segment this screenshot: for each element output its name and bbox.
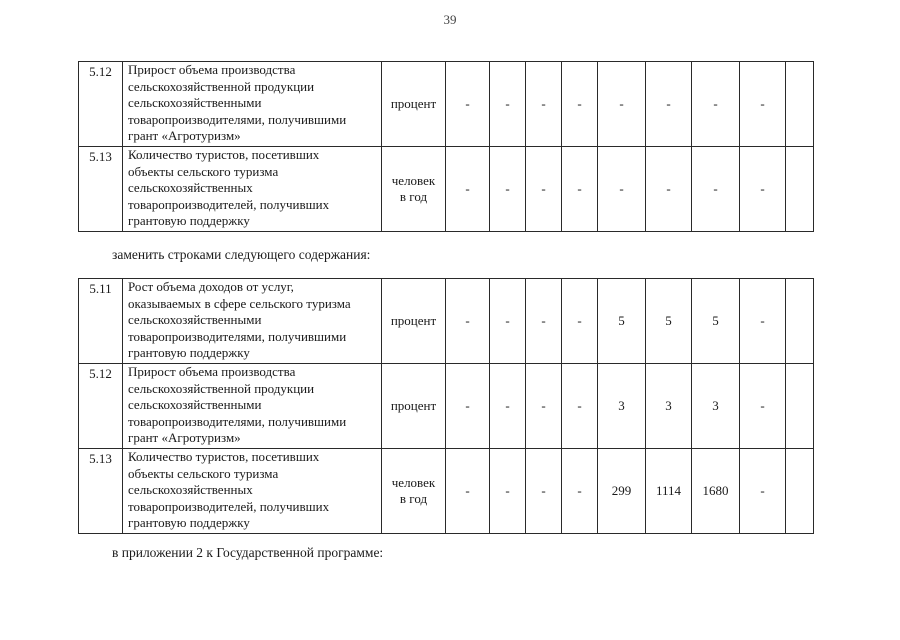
indicator-name-line: Количество туристов, посетивших (128, 147, 320, 162)
value-cell: - (490, 364, 526, 449)
unit-line: процент (390, 96, 437, 111)
value-cell: - (562, 279, 598, 364)
value-cell: 3 (598, 364, 646, 449)
unit-cell (382, 364, 446, 449)
indicator-name-cell (123, 449, 382, 534)
value-cell: - (446, 449, 490, 534)
value-cell: - (562, 62, 598, 147)
indicator-name-line: грантовую поддержку (128, 213, 250, 228)
value-cell: - (740, 449, 786, 534)
indicator-name-line: сельскохозяйственных (128, 482, 253, 497)
value-cell: - (526, 147, 562, 232)
unit-line: процент (390, 313, 437, 328)
value-cell: - (562, 449, 598, 534)
value-cell: - (562, 147, 598, 232)
unit-line: в год (399, 491, 428, 506)
indicator-name-line: товаропроизводителями, получившими (128, 111, 347, 127)
row-number-cell: 5.11 (79, 279, 123, 364)
unit-line: человек (391, 173, 436, 188)
value-cell: - (646, 147, 692, 232)
indicator-name-line: оказываемых в сфере сельского туризма (128, 295, 351, 311)
value-cell: - (740, 364, 786, 449)
value-cell: - (526, 279, 562, 364)
indicator-name-line: грантовую поддержку (128, 515, 250, 530)
value-cell: - (740, 279, 786, 364)
page-number: 39 (443, 12, 457, 27)
indicator-name-cell (123, 62, 382, 147)
row-number-cell: 5.13 (79, 147, 123, 232)
indicator-name-line: объекты сельского туризма (128, 163, 279, 179)
value-cell: - (526, 62, 562, 147)
value-cell: - (598, 62, 646, 147)
value-cell (786, 279, 814, 364)
indicator-name-line: Прирост объема производства (128, 364, 296, 379)
unit-line: в год (399, 189, 428, 204)
replace-instruction-text: заменить строками следующего содержания: (112, 247, 371, 262)
table-row (79, 449, 814, 534)
value-cell: 3 (646, 364, 692, 449)
indicator-name-line: сельскохозяйственными (128, 312, 262, 327)
indicator-name-line: грант «Агротуризм» (128, 128, 241, 143)
value-cell: - (526, 364, 562, 449)
value-cell: 1114 (646, 449, 692, 534)
indicator-name-line: сельскохозяйственной продукции (128, 78, 315, 94)
indicator-name-line: сельскохозяйственными (128, 95, 262, 110)
value-cell: - (490, 449, 526, 534)
table-row (79, 364, 814, 449)
indicator-name-line: сельскохозяйственных (128, 180, 253, 195)
indicator-name-line: сельскохозяйственной продукции (128, 380, 315, 396)
row-number-cell: 5.12 (79, 62, 123, 147)
value-cell: 5 (692, 279, 740, 364)
value-cell: - (598, 147, 646, 232)
table-row (79, 279, 814, 364)
value-cell: - (740, 62, 786, 147)
value-cell: - (490, 147, 526, 232)
indicator-name-line: объекты сельского туризма (128, 465, 279, 481)
unit-line: процент (390, 398, 437, 413)
indicator-name-line: товаропроизводителей, получивших (128, 196, 330, 212)
value-cell: - (562, 364, 598, 449)
value-cell: 1680 (692, 449, 740, 534)
indicator-name-line: сельскохозяйственными (128, 397, 262, 412)
value-cell (786, 147, 814, 232)
indicator-name-cell (123, 364, 382, 449)
indicator-name-line: Рост объема доходов от услуг, (128, 279, 294, 294)
appendix-instruction-text: в приложении 2 к Государственной программе: (112, 545, 384, 560)
value-cell: - (446, 62, 490, 147)
indicator-name-cell (123, 147, 382, 232)
value-cell: 5 (646, 279, 692, 364)
indicator-name-line: грантовую поддержку (128, 345, 250, 360)
indicator-name-line: товаропроизводителями, получившими (128, 328, 347, 344)
value-cell: - (692, 147, 740, 232)
value-cell (786, 449, 814, 534)
indicator-name-cell (123, 279, 382, 364)
value-cell: - (490, 62, 526, 147)
indicator-table-after (78, 278, 814, 534)
row-number-cell: 5.12 (79, 364, 123, 449)
value-cell: 3 (692, 364, 740, 449)
table-body (79, 62, 814, 232)
value-cell: - (446, 279, 490, 364)
value-cell: - (490, 279, 526, 364)
value-cell: - (692, 62, 740, 147)
value-cell: - (526, 449, 562, 534)
unit-cell (382, 449, 446, 534)
value-cell: - (646, 62, 692, 147)
table-body (79, 279, 814, 534)
indicator-name-line: Прирост объема производства (128, 62, 296, 77)
unit-cell (382, 279, 446, 364)
value-cell (786, 62, 814, 147)
value-cell (786, 364, 814, 449)
indicator-name-line: Количество туристов, посетивших (128, 449, 320, 464)
unit-line: человек (391, 475, 436, 490)
indicator-name-line: грант «Агротуризм» (128, 430, 241, 445)
row-number-cell: 5.13 (79, 449, 123, 534)
value-cell: - (446, 147, 490, 232)
indicator-name-line: товаропроизводителями, получившими (128, 413, 347, 429)
value-cell: 299 (598, 449, 646, 534)
indicator-name-line: товаропроизводителей, получивших (128, 498, 330, 514)
value-cell: - (740, 147, 786, 232)
table-row (79, 147, 814, 232)
value-cell: 5 (598, 279, 646, 364)
unit-cell (382, 147, 446, 232)
unit-cell (382, 62, 446, 147)
value-cell: - (446, 364, 490, 449)
table-row (79, 62, 814, 147)
indicator-table-before (78, 61, 814, 232)
